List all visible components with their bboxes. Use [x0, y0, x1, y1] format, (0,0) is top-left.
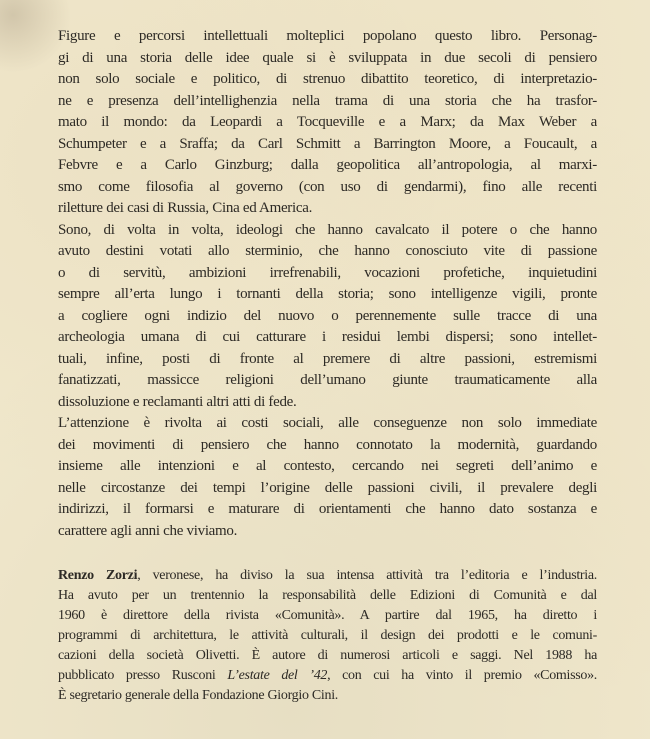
- text-line: [58, 220, 597, 242]
- text-segment: non solo sociale e politico, di strenuo dibattito teoretico, di interpretazio-: [58, 71, 597, 87]
- text-line: [58, 413, 597, 435]
- text-segment: , con cui ha vinto il premio «Comisso».: [327, 668, 597, 683]
- text-line: [58, 241, 597, 263]
- text-segment: indirizzi, il formarsi e maturare di orientamenti che hanno dato sostanza e: [58, 501, 597, 517]
- text-line: [58, 478, 597, 500]
- text-segment: tuali, infine, posti di fronte al premere di altre passioni, estremismi: [58, 350, 597, 367]
- text-line: [58, 521, 597, 543]
- text-line: [58, 306, 597, 328]
- text-segment: L’estate del ’42: [227, 668, 328, 683]
- text-segment: L’attenzione è rivolta ai costi sociali, alle conseguenze non solo immediate: [58, 415, 597, 431]
- text-line: [58, 284, 597, 306]
- text-segment: archeologia umana di cui catturare i residui lembi dispersi; sono intellet-: [58, 329, 597, 345]
- text-segment: gi di una storia delle idee quale si è sviluppata in due secoli di pensiero: [58, 49, 597, 66]
- text-line: [58, 349, 597, 371]
- text-line: [58, 392, 597, 414]
- text-line: [58, 69, 597, 91]
- text-line: [58, 327, 597, 349]
- text-line: [58, 606, 597, 626]
- paragraph: [58, 220, 597, 414]
- text-line: [58, 666, 597, 686]
- text-segment: Ha avuto per un trentennio la responsabilità delle Edizioni di Comunità e dal: [58, 588, 597, 603]
- text-segment: a cogliere ogni indizio del nuovo o perennemente sulle tracce di una: [58, 307, 597, 324]
- text-segment: cazioni della società Olivetti. È autore di numerosi articoli e saggi. Nel 1988 ha: [58, 648, 597, 663]
- text-line: [58, 134, 597, 156]
- text-segment: 1960 è direttore della rivista «Comunità». A partire dal 1965, ha diretto i: [58, 608, 597, 623]
- text-segment: Sono, di volta in volta, ideologi che hanno cavalcato il potere o che hanno: [58, 221, 597, 238]
- text-segment: insieme alle intenzioni e al contesto, cercando nei segreti dell’animo e: [58, 458, 597, 474]
- description-text: [58, 26, 597, 542]
- text-line: [58, 177, 597, 199]
- text-segment: È segretario generale della Fondazione Giorgio Cini.: [58, 688, 338, 703]
- text-segment: Febvre e a Carlo Ginzburg; dalla geopolitica all’antropologia, al marxi-: [58, 157, 597, 173]
- paragraph: [58, 26, 597, 220]
- text-segment: o di servitù, ambizioni irrefrenabili, vocazioni profetiche, inquietudini: [58, 264, 597, 281]
- text-line: [58, 686, 597, 706]
- text-line: [58, 499, 597, 521]
- author-bio: [58, 566, 597, 706]
- text-segment: smo come filosofia al governo (con uso di gendarmi), fino alle recenti: [58, 178, 597, 195]
- text-segment: programmi di architettura, le attività culturali, il design dei prodotti e le comuni-: [58, 628, 597, 643]
- paragraph: [58, 566, 597, 706]
- text-segment: Figure e percorsi intellettuali molteplici popolano questo libro. Personag-: [58, 28, 597, 44]
- text-line: [58, 435, 597, 457]
- text-segment: ne e presenza dell’intellighenzia nella trama di una storia che ha trasfor-: [58, 92, 597, 109]
- text-line: [58, 198, 597, 220]
- paragraph: [58, 413, 597, 542]
- text-line: [58, 155, 597, 177]
- text-line: [58, 586, 597, 606]
- author-name: Renzo Zorzi: [58, 568, 138, 583]
- text-segment: Schumpeter e a Sraffa; da Carl Schmitt a Barrington Moore, a Foucault, a: [58, 135, 597, 152]
- text-segment: carattere agli anni che viviamo.: [58, 522, 238, 539]
- text-segment: dissoluzione e reclamanti altri atti di fede.: [58, 393, 297, 410]
- text-segment: riletture dei casi di Russia, Cina ed America.: [58, 200, 313, 216]
- text-line: [58, 370, 597, 392]
- text-segment: , veronese, ha diviso la sua intensa attività tra l’editoria e l’industria.: [137, 568, 597, 583]
- text-segment: avuto destini votati allo sterminio, che hanno conosciuto vite di passione: [58, 243, 597, 259]
- text-segment: mato il mondo: da Leopardi a Tocqueville e a Marx; da Max Weber a: [58, 114, 597, 130]
- text-line: [58, 112, 597, 134]
- text-segment: sempre all’erta lungo i tornanti della storia; sono intelligenze vigili, pronte: [58, 286, 597, 302]
- text-line: [58, 263, 597, 285]
- text-line: [58, 91, 597, 113]
- text-line: [58, 26, 597, 48]
- text-segment: nelle circostanze dei tempi l’origine delle passioni civili, il prevalere degli: [58, 479, 597, 496]
- text-line: [58, 566, 597, 586]
- text-line: [58, 456, 597, 478]
- text-line: [58, 646, 597, 666]
- text-line: [58, 626, 597, 646]
- text-segment: fanatizzati, massicce religioni dell’umano giunte traumaticamente alla: [58, 372, 597, 388]
- text-segment: pubblicato presso Rusconi: [58, 668, 228, 683]
- text-segment: dei movimenti di pensiero che hanno connotato la modernità, guardando: [58, 436, 597, 453]
- text-line: [58, 48, 597, 70]
